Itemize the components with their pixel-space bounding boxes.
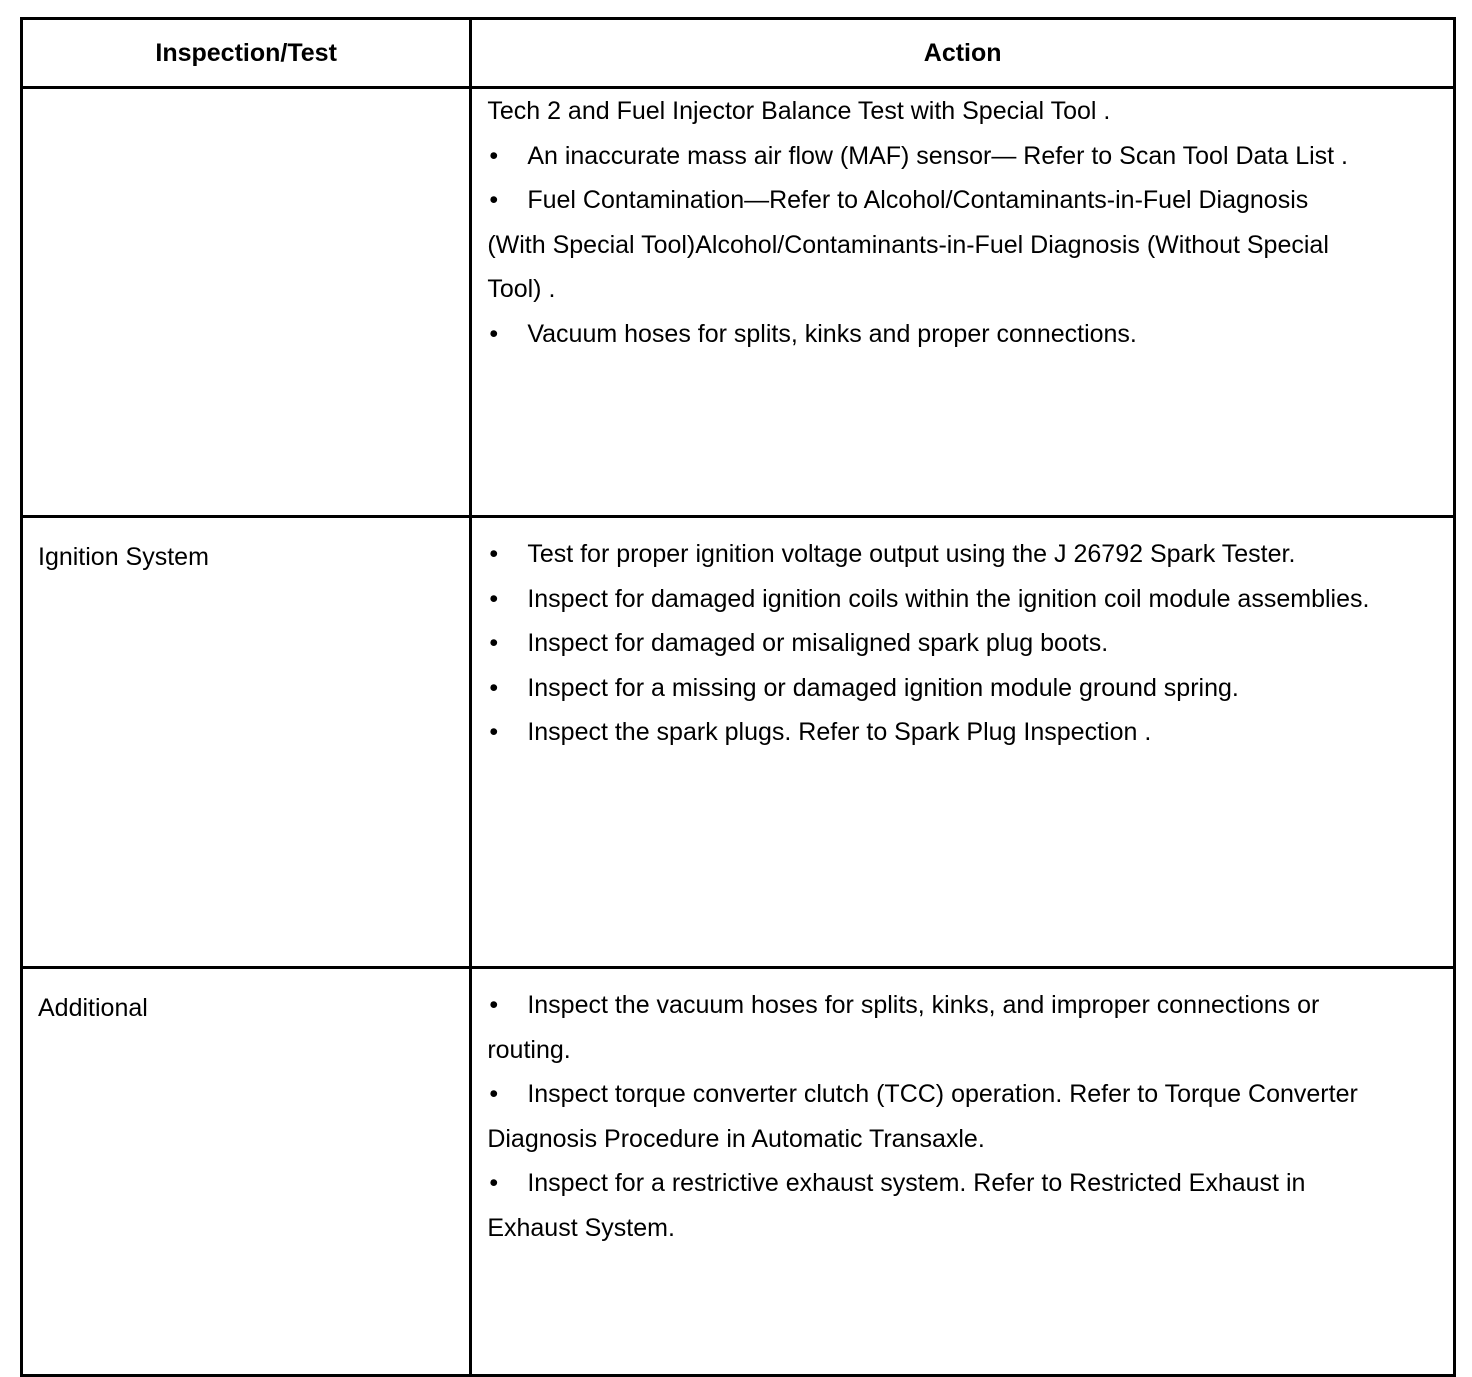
list-item [487, 134, 1373, 179]
action-cell [471, 88, 1455, 517]
bullet-icon: • [489, 141, 499, 170]
action-cell [471, 968, 1455, 1376]
bullet-icon: • [489, 673, 499, 702]
list-item [487, 1072, 1373, 1161]
bullet-icon: • [489, 991, 499, 1019]
bullet-icon: • [489, 718, 499, 746]
action-bullet-list [487, 983, 1373, 1250]
bullet-text: Test for proper ignition voltage output using the J 26792 Spark Tester. [527, 540, 1296, 568]
list-item [487, 312, 1373, 357]
bullet-icon: • [489, 186, 499, 214]
header-inspection-test: Inspection/Test [22, 19, 471, 88]
list-item [487, 983, 1373, 1072]
bullet-text: Inspect for a restrictive exhaust system. Refer to Restricted Exhaust in Exhaust System. [487, 1169, 1306, 1242]
list-item [487, 577, 1373, 622]
table-row [22, 968, 1455, 1376]
bullet-text: An inaccurate mass air flow (MAF) sensor— Refer to Scan Tool Data List . [527, 141, 1348, 170]
bullet-icon: • [489, 584, 499, 613]
bullet-text: Inspect the vacuum hoses for splits, kinks, and improper connections or routing. [487, 991, 1320, 1064]
list-item [487, 666, 1373, 711]
table-row [22, 517, 1455, 968]
bullet-text: Inspect for damaged or misaligned spark plug boots. [527, 629, 1109, 657]
bullet-icon: • [489, 540, 499, 568]
inspection-cell [22, 88, 471, 517]
bullet-icon: • [489, 1169, 499, 1197]
table-row [22, 88, 1455, 517]
list-item [487, 621, 1373, 666]
table-header-row [22, 19, 1455, 88]
bullet-text: Inspect for a missing or damaged ignition module ground spring. [527, 673, 1239, 702]
header-action: Action [471, 19, 1455, 88]
list-item [487, 1161, 1373, 1250]
list-item [487, 178, 1373, 312]
inspection-cell: Ignition System [22, 517, 471, 968]
bullet-text: Inspect the spark plugs. Refer to Spark Plug Inspection . [527, 718, 1152, 746]
inspection-cell: Additional [22, 968, 471, 1376]
action-lead-text: Tech 2 and Fuel Injector Balance Test with Special Tool . [487, 97, 1111, 125]
list-item [487, 532, 1373, 577]
bullet-icon: • [489, 1080, 499, 1108]
bullet-icon: • [489, 629, 499, 657]
action-bullet-list [487, 532, 1373, 755]
bullet-text: Vacuum hoses for splits, kinks and proper connections. [527, 319, 1137, 348]
action-cell [471, 517, 1455, 968]
bullet-text: Fuel Contamination—Refer to Alcohol/Contaminants-in-Fuel Diagnosis (With Special Tool)Alcohol/Contaminants-in-Fuel Diagnosis (Without Special Tool) . [487, 186, 1329, 303]
action-bullet-list [487, 134, 1373, 357]
bullet-text: Inspect torque converter clutch (TCC) operation. Refer to Torque Converter Diagnosis Procedure in Automatic Transaxle. [487, 1080, 1358, 1153]
inspection-action-table [20, 17, 1456, 1377]
bullet-text: Inspect for damaged ignition coils within the ignition coil module assemblies. [527, 584, 1370, 613]
bullet-icon: • [489, 319, 499, 348]
list-item [487, 710, 1373, 755]
